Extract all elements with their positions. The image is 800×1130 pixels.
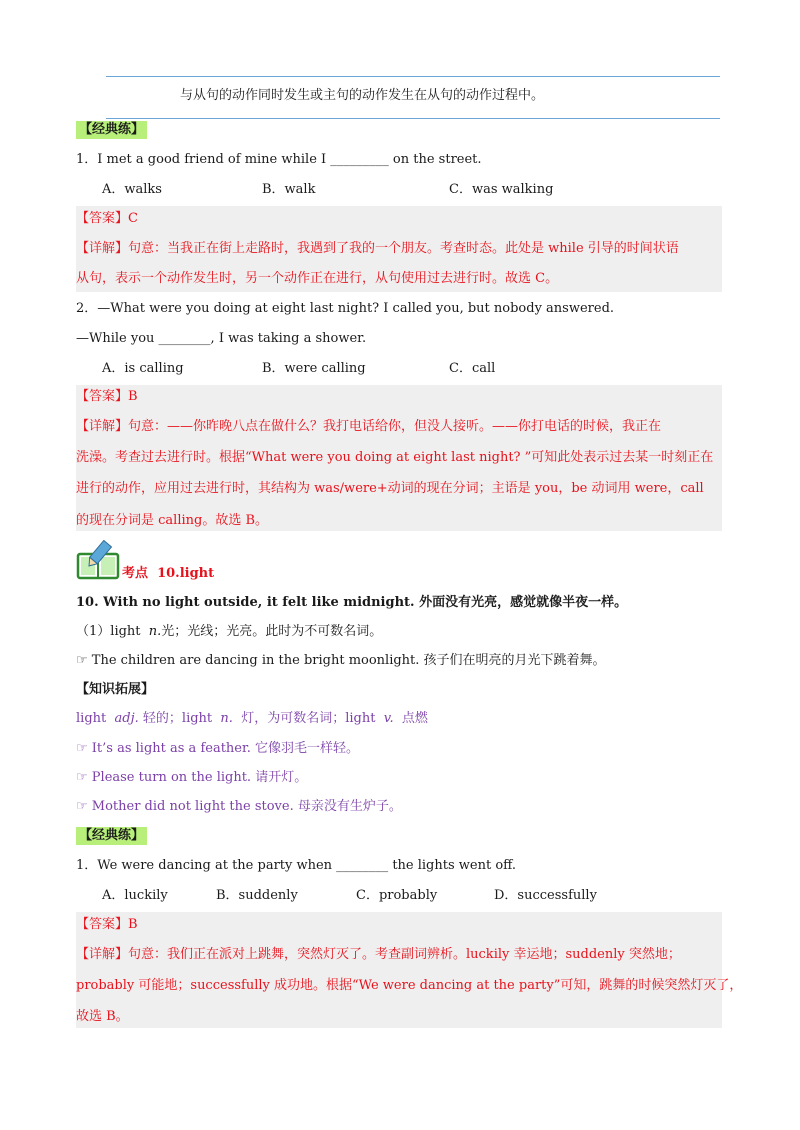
q3-answer-box [76,912,722,1028]
ext-mean-a: 轻的； [142,711,182,726]
q2-explain-line: 进行的动作，应用过去进行时，其结构为 was/were+动词的现在分词；主语是 you，be 动词用 were，call [76,481,704,496]
q1-option-b: B．walk [262,182,316,197]
extension-example: ☞ It’s as light as a feather. 它像羽毛一样轻。 [76,741,360,756]
ext-mean-c: 点燃 [401,711,428,726]
q2-option-c: C．call [449,361,496,376]
q3-explain-line: probably 可能地；successfully 成功地。根据“We were dancing at the party”可知，跳舞的时候突然灯灭了， [76,978,743,993]
ext-word-b: light [181,711,213,726]
q2-stem: 2．—What were you doing at eight last night? I called you, but nobody answered. [76,301,615,316]
extension-example: ☞ Mother did not light the stove. 母亲没有生炉子。 [76,799,402,814]
def-pos: n. [148,624,162,639]
q2-explain-line: 洗澡。考查过去进行时。根据“What were you doing at eight last night? ”可知此处表示过去某一时刻正在 [76,450,714,465]
book-pencil-icon [76,540,120,580]
ext-pos-c: v. [383,711,394,726]
ext-word-c: light [345,711,376,726]
example-1: ☞ The children are dancing in the bright moonlight. 孩子们在明亮的月光下跳着舞。 [76,653,606,668]
top-note: 与从句的动作同时发生或主句的动作发生在从句的动作过程中。 [180,88,545,103]
q2-explain-line: 【详解】句意：——你昨晚八点在做什么？我打电话给你，但没人接听。——你打电话的时候，我正在 [76,419,662,434]
practice-label: 【经典练】 [76,121,147,139]
ext-pos-a: adj. [114,711,139,726]
practice-label: 【经典练】 [76,827,147,845]
q3-option-a: A．luckily [102,888,168,903]
q1-stem: 1．I met a good friend of mine while I _________ on the street. [76,152,482,167]
def-word: light [110,624,141,639]
q1-option-a: A．walks [102,182,162,197]
def-num: （1） [76,624,111,639]
q3-answer: 【答案】B [76,917,138,932]
q1-explain-line: 【详解】句意：当我正在街上走路时，我遇到了我的一个朋友。考查时态。此处是 while 引导的时间状语 [76,241,679,256]
extension-example: ☞ Please turn on the light. 请开灯。 [76,770,308,785]
ext-pos-b: n. [220,711,233,726]
q3-explain-line: 【详解】句意：我们正在派对上跳舞，突然灯灭了。考查副词辨析。luckily 幸运地；suddenly 突然地； [76,947,681,962]
q2-option-b: B．were calling [262,361,366,376]
q1-option-c: C．was walking [449,182,554,197]
q3-explain-line: 故选 B。 [76,1009,129,1024]
definition-1 [76,623,382,641]
q3-option-c: C．probably [356,888,438,903]
q2-answer: 【答案】B [76,389,138,404]
q2-stem: —While you ________, I was taking a shower. [76,331,367,346]
top-rule [106,76,720,77]
extension-label: 【知识拓展】 [76,682,155,697]
q3-stem: 1．We were dancing at the party when ________ the lights went off. [76,858,517,873]
q1-answer: 【答案】C [76,211,138,226]
key-sentence: 10. With no light outside, it felt like midnight. 外面没有光亮，感觉就像半夜一样。 [76,595,628,610]
def-meaning: 光；光线；光亮。此时为不可数名词。 [161,624,383,639]
ext-word-a: light [76,711,107,726]
q3-option-b: B．suddenly [216,888,298,903]
kaodian-label: 考点 [122,566,149,581]
extension-definition [76,710,428,728]
q2-explain-line: 的现在分词是 calling。故选 B。 [76,513,269,528]
q3-option-d: D．successfully [494,888,597,903]
ext-mean-b: 灯，为可数名词； [241,711,346,726]
kaodian-topic: 10.light [157,566,215,581]
kaodian-title [122,565,214,583]
q2-option-a: A．is calling [102,361,184,376]
q1-explain-line: 从句，表示一个动作发生时，另一个动作正在进行，从句使用过去进行时。故选 C。 [76,271,559,286]
top-rule-bottom [106,118,720,119]
